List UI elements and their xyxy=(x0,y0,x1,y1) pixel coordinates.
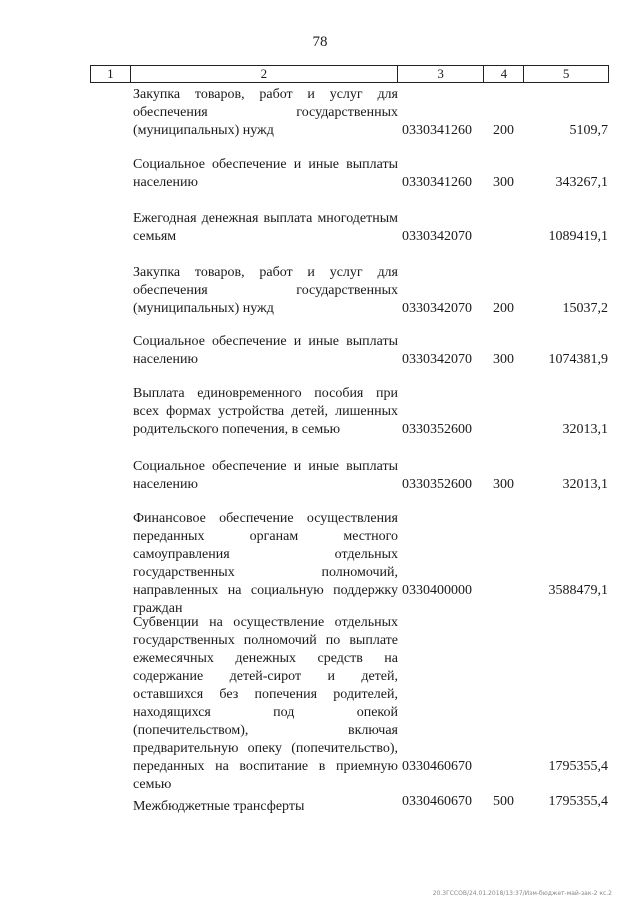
row-code: 0330342070 xyxy=(402,352,472,367)
row-description: Социальное обеспечение и иные выплаты населению xyxy=(133,157,398,190)
row-description: Закупка товаров, работ и услуг для обеспечения государственных (муниципальных) нужд xyxy=(133,87,398,138)
row-type: 200 xyxy=(493,301,514,316)
row-amount: 1795355,4 xyxy=(548,759,608,774)
row-type: 500 xyxy=(493,794,514,809)
column-header-1: 1 xyxy=(91,66,131,82)
row-amount: 343267,1 xyxy=(555,175,608,190)
row-amount: 32013,1 xyxy=(562,422,608,437)
row-description: Финансовое обеспечение осуществления переданных органам местного самоуправления отдельных государственных полномочий, направленных на социальную поддержку граждан xyxy=(133,511,398,616)
row-code: 0330352600 xyxy=(402,477,472,492)
row-amount: 5109,7 xyxy=(569,123,608,138)
row-code: 0330342070 xyxy=(402,301,472,316)
column-header-3: 3 xyxy=(398,66,485,82)
row-code: 0330460670 xyxy=(402,794,472,809)
column-header-4: 4 xyxy=(484,66,524,82)
row-amount: 3588479,1 xyxy=(548,583,608,598)
column-header-5: 5 xyxy=(562,66,570,81)
row-amount: 15037,2 xyxy=(562,301,608,316)
row-amount: 1089419,1 xyxy=(548,229,608,244)
row-amount: 32013,1 xyxy=(562,477,608,492)
row-description: Социальное обеспечение и иные выплаты населению xyxy=(133,459,398,492)
row-code: 0330352600 xyxy=(402,422,472,437)
row-code: 0330400000 xyxy=(402,583,472,598)
row-description: Ежегодная денежная выплата многодетным семьям xyxy=(133,211,398,244)
footer-note: 20.3ГССОВ/24.01.2018/13:37/Изм-бюджет-май-зак-2 кс.2 xyxy=(432,890,612,897)
row-description: Выплата единовременного пособия при всех формах устройства детей, лишенных родительского попечения, в семью xyxy=(133,386,398,437)
row-type: 300 xyxy=(493,352,514,367)
row-amount: 1074381,9 xyxy=(548,352,608,367)
row-description: Субвенции на осуществление отдельных государственных полномочий по выплате ежемесячных денежных средств на содержание детей-сирот и детей, оставшихся без попечения родителей, находящихся под опекой (попечительством), включая предварительную опеку (попечительство), переданных на воспитание в приемную семью xyxy=(133,615,398,792)
row-code: 0330460670 xyxy=(402,759,472,774)
row-description: Закупка товаров, работ и услуг для обеспечения государственных (муниципальных) нужд xyxy=(133,265,398,316)
row-code: 0330341260 xyxy=(402,175,472,190)
page-number: 78 xyxy=(312,34,328,50)
row-code: 0330342070 xyxy=(402,229,472,244)
row-description: Межбюджетные трансферты xyxy=(133,799,305,814)
row-type: 300 xyxy=(493,175,514,190)
row-description: Социальное обеспечение и иные выплаты населению xyxy=(133,334,398,367)
column-header-2: 2 xyxy=(131,66,398,82)
row-amount: 1795355,4 xyxy=(548,794,608,809)
row-type: 200 xyxy=(493,123,514,138)
row-type: 300 xyxy=(493,477,514,492)
row-code: 0330341260 xyxy=(402,123,472,138)
table-header-row xyxy=(90,65,609,83)
